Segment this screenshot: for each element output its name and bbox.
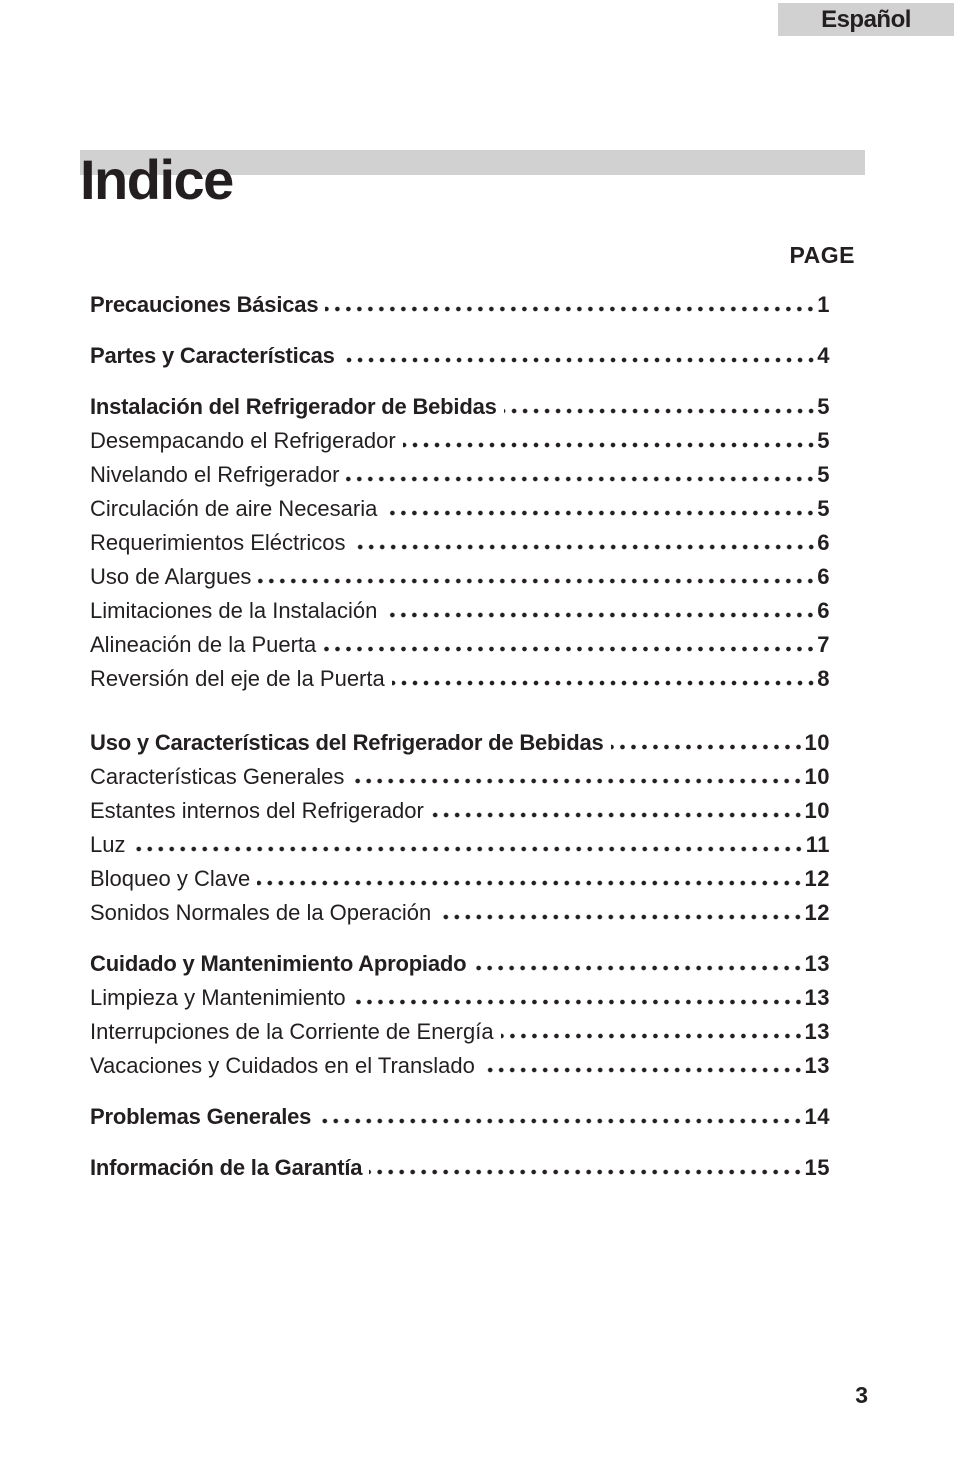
toc-entry [90,530,830,564]
toc-section [90,1155,830,1189]
toc-leader-dots [504,408,817,414]
toc-entry-page: 13 [804,985,830,1010]
toc-entry [90,1019,830,1053]
toc-leader-dots [257,880,803,886]
toc-entry-page: 5 [817,462,830,487]
toc-section [90,730,830,934]
toc-entry-label: Sonidos Normales de la Operación [90,900,432,925]
toc-entry-label: Alineación de la Puerta [90,632,317,657]
toc-entry-label: Problemas Generales [90,1104,312,1129]
toc-entry-label: Reversión del eje de la Puerta [90,666,385,691]
toc-entry [90,798,830,832]
toc-section-entry [90,292,830,326]
toc-entry-page: 10 [804,798,830,823]
toc-entry-page: 13 [804,1019,830,1044]
toc-entry-label: Nivelando el Refrigerador [90,462,340,487]
toc-entry-label: Bloqueo y Clave [90,866,251,891]
toc-entry-page: 15 [804,1155,830,1180]
title-section [80,150,865,212]
toc-section-entry [90,394,830,428]
toc-entry [90,598,830,632]
toc-leader-dots [384,612,816,618]
toc-leader-dots [323,646,816,652]
toc-section [90,394,830,700]
toc-entry-label: Información de la Garantía [90,1155,363,1180]
toc-entry-page: 6 [817,564,830,589]
toc-entry-label: Luz [90,832,126,857]
toc-entry-label: Interrupciones de la Corriente de Energía [90,1019,494,1044]
toc-entry-page: 8 [817,666,830,691]
language-tab-label: Español [821,5,911,33]
toc-entry-page: 11 [805,832,830,857]
toc-section [90,343,830,377]
toc-entry-page: 1 [817,292,830,317]
toc-entry [90,866,830,900]
toc-entry-label: Limpieza y Mantenimiento [90,985,346,1010]
toc-leader-dots [403,442,817,448]
toc-entry-label: Limitaciones de la Instalación [90,598,378,623]
toc-entry [90,666,830,700]
toc-entry [90,900,830,934]
toc-entry [90,564,830,598]
toc-entry-label: Desempacando el Refrigerador [90,428,396,453]
toc-leader-dots [318,1118,803,1124]
toc-leader-dots [473,965,803,971]
toc-leader-dots [392,680,817,686]
page-column-header: PAGE [789,242,855,268]
toc-leader-dots [346,476,816,482]
toc-leader-dots [258,578,816,584]
toc-section [90,292,830,326]
toc-entry [90,428,830,462]
toc-entry-label: Cuidado y Mantenimiento Apropiado [90,951,467,976]
toc-entry-label: Partes y Características [90,343,335,368]
toc-entry-page: 6 [817,530,830,555]
toc-entry-page: 5 [817,394,830,419]
toc-entry-label: Instalación del Refrigerador de Bebidas [90,394,497,419]
toc-leader-dots [438,914,803,920]
toc-leader-dots [353,544,817,550]
toc-entry-page: 13 [804,1053,830,1078]
toc-entry [90,496,830,530]
toc-leader-dots [501,1033,804,1039]
toc-entry-label: Vacaciones y Cuidados en el Translado [90,1053,475,1078]
toc-section-entry [90,951,830,985]
toc-section-entry [90,1155,830,1189]
page-title: Indice [80,148,233,211]
toc-entry-page: 6 [817,598,830,623]
toc-entry-page: 7 [817,632,830,657]
toc-entry [90,632,830,666]
toc-entry-label: Requerimientos Eléctricos [90,530,346,555]
toc-entry-label: Estantes internos del Refrigerador [90,798,424,823]
toc-entry-label: Uso y Características del Refrigerador de Bebidas [90,730,604,755]
toc-section [90,951,830,1087]
toc-entry-label: Características Generales [90,764,345,789]
toc-entry-page: 5 [817,428,830,453]
toc-leader-dots [353,999,804,1005]
toc-entry [90,832,830,866]
toc-leader-dots [351,778,803,784]
toc-leader-dots [431,812,804,818]
toc-entry-label: Circulación de aire Necesaria [90,496,378,521]
toc-entry-page: 4 [817,343,830,368]
toc-leader-dots [611,744,804,750]
toc-section-entry [90,343,830,377]
toc-section-entry [90,1104,830,1138]
toc-entry-label: Precauciones Básicas [90,292,319,317]
toc-entry-page: 12 [804,900,830,925]
page-number: 3 [855,1382,868,1408]
toc-leader-dots [384,510,816,516]
toc-entry-label: Uso de Alargues [90,564,252,589]
toc-leader-dots [369,1169,803,1175]
toc-leader-dots [325,306,816,312]
toc-section [90,1104,830,1138]
toc-entry-page: 10 [804,730,830,755]
toc-entry-page: 14 [804,1104,830,1129]
toc-leader-dots [132,846,804,852]
toc-entry [90,1053,830,1087]
toc-entry-page: 12 [804,866,830,891]
toc-entry-page: 10 [804,764,830,789]
toc-section-entry [90,730,830,764]
toc-entry [90,462,830,496]
toc-entry-page: 13 [804,951,830,976]
toc-entry [90,985,830,1019]
toc-entry [90,764,830,798]
language-tab [778,3,954,36]
toc-list [90,292,830,1189]
toc-leader-dots [482,1067,804,1073]
toc-leader-dots [342,357,817,363]
toc-entry-page: 5 [817,496,830,521]
